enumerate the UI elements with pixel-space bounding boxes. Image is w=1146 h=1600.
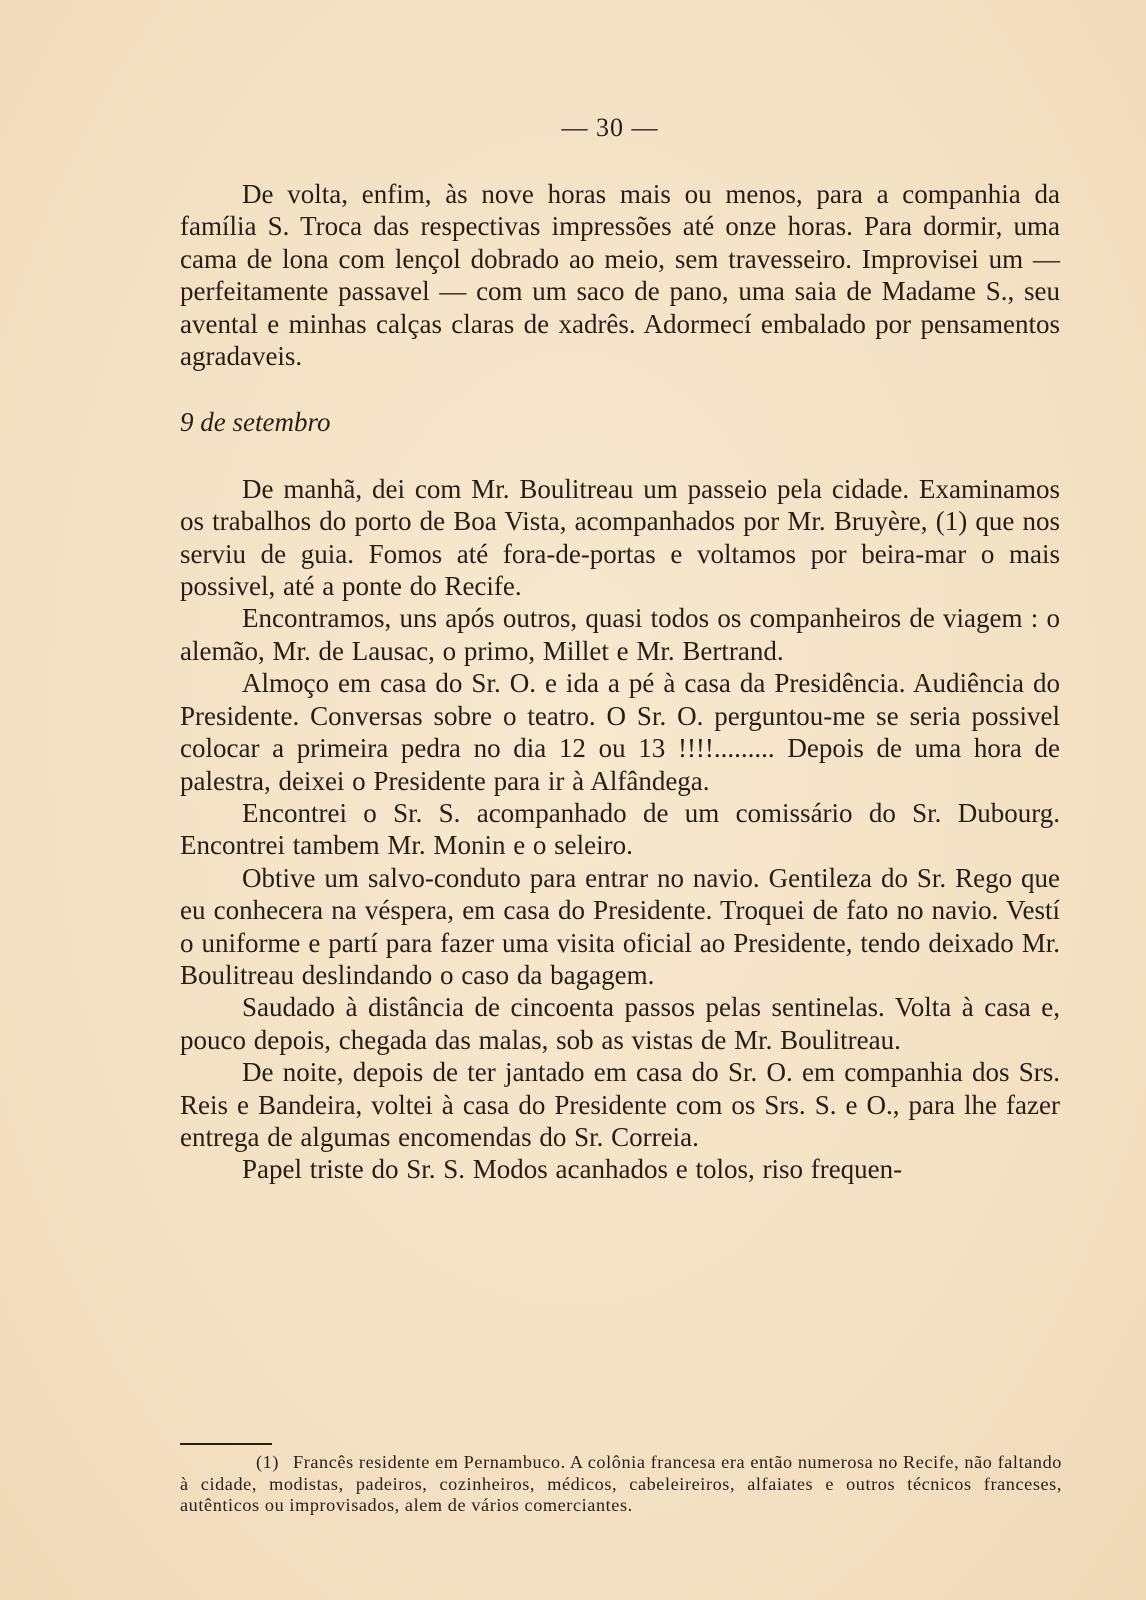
page-number: — 30 — [561, 113, 659, 142]
paragraph: Obtive um salvo-conduto para entrar no navio. Gentileza do Sr. Rego que eu conhecera na véspera, em casa do Presidente. Troquei de fato no navio. Vestí o uniforme e partí para fazer uma visita oficial ao Presidente, tendo deixado Mr. Boulitreau deslindando o caso da bagagem. [180, 862, 1060, 990]
paragraph: Papel triste do Sr. S. Modos acanhados e tolos, riso frequen- [242, 1154, 903, 1185]
paragraph: De manhã, dei com Mr. Boulitreau um passeio pela cidade. Examinamos os trabalhos do porto de Boa Vista, acompanhados por Mr. Bruyère, (1) que nos serviu de guia. Fomos até fora-de-portas e voltamos por beira-mar o mais possivel, até a ponte do Recife. [180, 473, 1060, 602]
page-content [180, 110, 1060, 1186]
footnote-divider [180, 1443, 272, 1445]
paragraph: Almoço em casa do Sr. O. e ida a pé à casa da Presidência. Audiência do Presidente. Conversas sobre o teatro. O Sr. O. perguntou-me se seria possivel colocar a primeira pedra no dia 12 ou 13 !!!!......... Depois de uma hora de palestra, deixei o Presidente para ir à Alfândega. [180, 668, 1060, 796]
paragraph: Saudado à distância de cincoenta passos pelas sentinelas. Volta à casa e, pouco depois, chegada das malas, sob as vistas de Mr. Boulitreau. [180, 992, 1060, 1055]
paragraph: De volta, enfim, às nove horas mais ou menos, para a companhia da família S. Troca das respectivas impressões até onze horas. Para dormir, uma cama de lona com lençol dobrado ao meio, sem travesseiro. Improvisei um — perfeitamente passavel — com um saco de pano, uma saia de Madame S., seu avental e minhas calças claras de xadrês. Adormecí embalado por pensamentos agradaveis. [180, 179, 1060, 372]
footnotes-section [180, 1452, 1062, 1517]
footnote-marker: (1) [256, 1452, 280, 1472]
paragraph: De noite, depois de ter jantado em casa do Sr. O. em companhia dos Srs. Reis e Bandeira, voltei à casa do Presidente com os Srs. S. e O., para lhe fazer entrega de algumas encomendas do Sr. Correia. [180, 1057, 1060, 1152]
date-heading: 9 de setembro [180, 407, 331, 438]
paragraph: Encontrei o Sr. S. acompanhado de um comissário do Sr. Dubourg. Encontrei tambem Mr. Monin e o seleiro. [180, 797, 1060, 861]
footnote-text: Francês residente em Pernambuco. A colônia francesa era então numerosa no Recife, não faltando à cidade, modistas, padeiros, cozinheiros, médicos, cabeleireiros, alfaiates e outros técnicos franceses, autênticos ou improvisados, alem de vários comerciantes. [180, 1452, 1062, 1515]
paragraph: Encontramos, uns após outros, quasi todos os companheiros de viagem : o alemão, Mr. de Lausac, o primo, Millet e Mr. Bertrand. [180, 603, 1060, 666]
footnote [180, 1452, 1062, 1517]
